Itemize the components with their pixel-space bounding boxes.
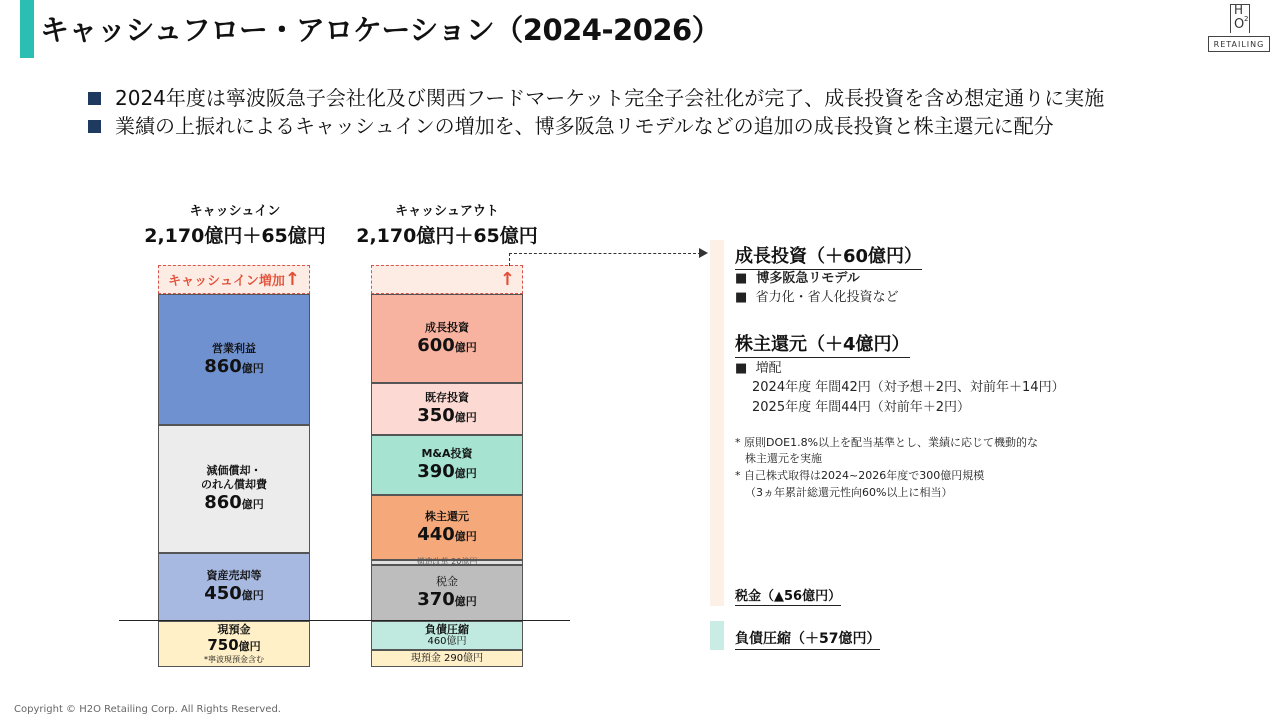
segment-value: 860 (204, 355, 242, 377)
segment-label: 税金 (436, 575, 458, 588)
cash-out-heading-label: キャッシュアウト (395, 204, 499, 219)
cash-in-asset-sales (158, 553, 310, 621)
cash-out-existing-investment (371, 383, 523, 435)
segment-unit: 億円 (454, 529, 477, 543)
copyright-footer: Copyright © H2O Retailing Corp. All Rights Reserved. (14, 704, 281, 715)
shareholder-item-text: 増配 (755, 361, 782, 376)
page-title: キャッシュフロー・アロケーション（2024-2026） (40, 13, 721, 47)
cash-in-heading-label: キャッシュイン (189, 204, 281, 219)
shareholder-item (735, 357, 782, 376)
cash-out-shareholder-return (371, 495, 523, 560)
connector-horizontal (509, 253, 701, 254)
bullet-square-icon (88, 120, 101, 133)
cash-in-operating-profit (158, 294, 310, 425)
connector-vertical (509, 253, 511, 266)
bullet-square-icon: ■ (735, 271, 748, 286)
growth-item-1 (735, 267, 860, 286)
segment-value: 440 (417, 523, 455, 545)
note-2: * 自己株式取得は2024~2026年度で300億円規模 (735, 469, 985, 482)
debt-heading: 負債圧縮（＋57億円） (735, 628, 880, 650)
segment-unit: 億円 (238, 640, 261, 653)
growth-item-2-text: 省力化・省人化投資など (755, 290, 899, 305)
right-accent-bar-peach (710, 240, 724, 606)
cash-in-depreciation (158, 425, 310, 553)
cash-out-debt-reduction (371, 621, 523, 650)
bullet-2-text: 業績の上振れによるキャッシュインの増加を、博多阪急リモデルなどの追加の成長投資と株主還元に配分 (115, 114, 1054, 138)
growth-heading: 成長投資（＋60億円） (735, 242, 922, 270)
segment-label: 現預金 290億円 (410, 652, 484, 664)
bullet-square-icon: ■ (735, 290, 748, 305)
shareholder-heading: 株主還元（＋4億円） (735, 330, 910, 358)
chart-baseline (119, 620, 570, 621)
h2o-retailing-logo (1208, 4, 1270, 52)
segment-label: 現預金 (217, 623, 251, 636)
logo-o: O (1234, 17, 1245, 32)
segment-value: 350 (417, 405, 455, 426)
segment-label: 負債圧縮 (425, 623, 469, 636)
cash-out-growth-investment (371, 294, 523, 383)
segment-value: 600 (417, 334, 455, 356)
segment-label: M&A投資 (421, 447, 473, 460)
up-arrow-icon: ↑ (499, 269, 515, 290)
cash-in-heading (130, 200, 340, 248)
segment-unit: 億円 (454, 340, 477, 354)
segment-label: 既存投資 (425, 391, 469, 404)
segment-unit: 億円 (454, 467, 477, 480)
segment-unit: 億円 (241, 498, 264, 511)
segment-label: 営業利益 (212, 341, 256, 355)
segment-label: 株主還元 (425, 509, 469, 523)
segment-unit: 億円 (241, 361, 264, 375)
cash-in-increase-label: キャッシュイン増加 (168, 274, 285, 289)
logo-text: RETAILING (1208, 36, 1270, 52)
bullet-square-icon: ■ (735, 361, 748, 376)
segment-label: 成長投資 (425, 320, 469, 334)
right-accent-bar-green (710, 621, 724, 650)
note-1: * 原則DOE1.8%以上を配当基準とし、業績に応じて機動的な (735, 436, 1039, 449)
bullet-1-text: 2024年度は寧波阪急子会社化及び関西フードマーケット完全子会社化が完了、成長投資を含め想定通りに実施 (115, 86, 1105, 110)
cash-in-cash-deposits (158, 621, 310, 667)
bullet-square-icon (88, 92, 101, 105)
segment-label-line1: 減価償却・ (206, 464, 262, 477)
bullet-2 (88, 110, 1054, 139)
segment-value: 390 (417, 461, 455, 482)
logo-h: H (1234, 3, 1244, 17)
up-arrow-icon: ↑ (284, 269, 300, 290)
segment-label: 構造改革 20億円 (416, 556, 478, 566)
note-2-cont: （3ヵ年累計総還元性向60%以上に相当） (745, 486, 953, 499)
title-accent-bar (20, 0, 34, 58)
segment-label-line2: のれん償却費 (201, 478, 267, 491)
cash-in-total: 2,170億円＋65億円 (144, 225, 326, 247)
cash-in-increase (158, 265, 310, 294)
segment-note: *寧波現預金含む (204, 655, 264, 664)
note-1-cont: 株主還元を実施 (745, 452, 822, 465)
cash-out-ma-investment (371, 435, 523, 495)
bullet-1 (88, 82, 1104, 111)
cash-out-cash-deposits (371, 650, 523, 667)
segment-unit: 億円 (454, 411, 477, 424)
logo-2: 2 (1244, 15, 1249, 23)
segment-unit: 億円 (241, 589, 264, 602)
segment-value: 450 (204, 583, 242, 604)
cash-out-total: 2,170億円＋65億円 (356, 225, 538, 247)
segment-unit: 億円 (454, 595, 477, 608)
dividend-line-2025: 2025年度 年間44円（対前年＋2円） (752, 400, 971, 415)
segment-value: 860 (204, 492, 242, 513)
segment-value: 460億円 (427, 636, 467, 647)
growth-item-1-text: 博多阪急リモデル (756, 271, 860, 286)
cash-out-increase (371, 265, 523, 294)
arrow-right-icon (699, 248, 708, 258)
segment-label: 資産売却等 (206, 569, 262, 582)
segment-value: 370 (417, 589, 455, 610)
cash-out-tax (371, 565, 523, 621)
tax-heading: 税金（▲56億円） (735, 585, 841, 606)
dividend-line-2024: 2024年度 年間42円（対予想＋2円、対前年＋14円） (752, 380, 1065, 395)
growth-item-2 (735, 286, 899, 305)
cash-out-heading (342, 200, 552, 248)
segment-value: 750 (207, 636, 239, 654)
